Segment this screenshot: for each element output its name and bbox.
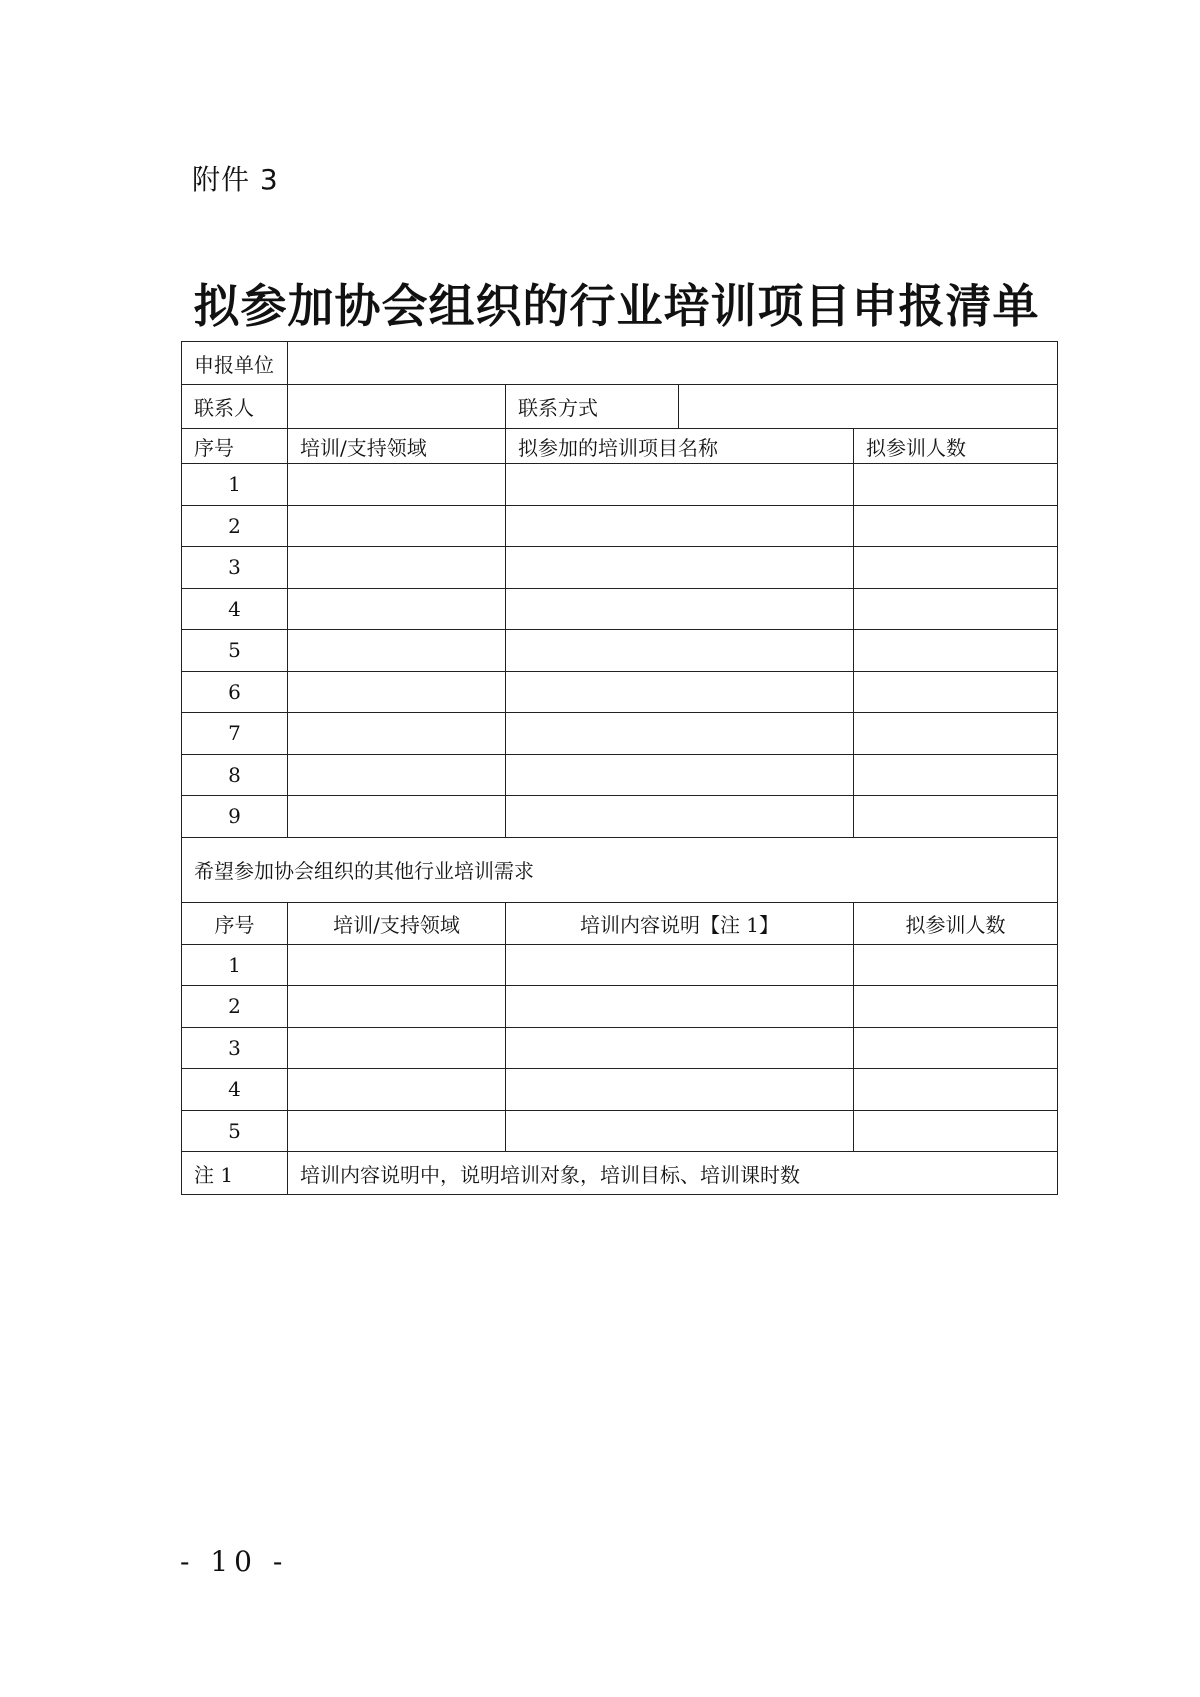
header-content-desc: 培训内容说明【注 1】: [506, 902, 854, 944]
table-row: [182, 796, 1058, 838]
content-desc-cell[interactable]: [506, 1027, 854, 1069]
row-number: 5: [182, 1110, 288, 1152]
application-form-table: [181, 341, 1058, 1195]
count-cell[interactable]: [854, 547, 1058, 589]
field-cell[interactable]: [288, 713, 506, 755]
field-cell[interactable]: [288, 1110, 506, 1152]
field-cell[interactable]: [288, 547, 506, 589]
count-cell[interactable]: [854, 1110, 1058, 1152]
count-cell[interactable]: [854, 986, 1058, 1028]
content-desc-cell[interactable]: [506, 986, 854, 1028]
field-cell[interactable]: [288, 630, 506, 672]
table-row: [182, 505, 1058, 547]
table-row: [182, 588, 1058, 630]
content-desc-cell[interactable]: [506, 1069, 854, 1111]
attachment-label: 附件 3: [192, 163, 279, 196]
field-cell[interactable]: [288, 986, 506, 1028]
unit-field[interactable]: [288, 342, 1058, 385]
note-label: 注 1: [182, 1152, 288, 1195]
header-seq: 序号: [182, 429, 288, 464]
row-number: 6: [182, 671, 288, 713]
table-row: [182, 986, 1058, 1028]
row-number: 2: [182, 986, 288, 1028]
row-number: 1: [182, 944, 288, 986]
field-cell[interactable]: [288, 464, 506, 506]
page-number: - 10 -: [180, 1545, 289, 1578]
field-cell[interactable]: [288, 796, 506, 838]
table-row: [182, 1110, 1058, 1152]
other-needs-label: 希望参加协会组织的其他行业培训需求: [182, 837, 1058, 902]
project-name-cell[interactable]: [506, 547, 854, 589]
header-count: 拟参训人数: [854, 902, 1058, 944]
table-row: [182, 671, 1058, 713]
contact-field[interactable]: [288, 385, 506, 429]
row-number: 4: [182, 1069, 288, 1111]
project-name-cell[interactable]: [506, 630, 854, 672]
contact-label: 联系人: [182, 385, 288, 429]
row-number: 1: [182, 464, 288, 506]
content-desc-cell[interactable]: [506, 1110, 854, 1152]
row-number: 5: [182, 630, 288, 672]
project-name-cell[interactable]: [506, 754, 854, 796]
field-cell[interactable]: [288, 1027, 506, 1069]
unit-label: 申报单位: [182, 342, 288, 385]
project-name-cell[interactable]: [506, 505, 854, 547]
field-cell[interactable]: [288, 754, 506, 796]
field-cell[interactable]: [288, 1069, 506, 1111]
field-cell[interactable]: [288, 671, 506, 713]
page-title: 拟参加协会组织的行业培训项目申报清单: [193, 279, 1040, 333]
row-number: 3: [182, 1027, 288, 1069]
count-cell[interactable]: [854, 754, 1058, 796]
project-name-cell[interactable]: [506, 671, 854, 713]
table-row: [182, 1069, 1058, 1111]
count-cell[interactable]: [854, 1069, 1058, 1111]
count-cell[interactable]: [854, 1027, 1058, 1069]
count-cell[interactable]: [854, 464, 1058, 506]
note-row: [182, 1152, 1058, 1195]
count-cell[interactable]: [854, 796, 1058, 838]
count-cell[interactable]: [854, 505, 1058, 547]
unit-row: [182, 342, 1058, 385]
section1-header-row: [182, 429, 1058, 464]
header-field: 培训/支持领域: [288, 429, 506, 464]
row-number: 7: [182, 713, 288, 755]
field-cell[interactable]: [288, 588, 506, 630]
table-row: [182, 1027, 1058, 1069]
field-cell[interactable]: [288, 505, 506, 547]
project-name-cell[interactable]: [506, 796, 854, 838]
contact-method-field[interactable]: [679, 385, 1058, 429]
count-cell[interactable]: [854, 671, 1058, 713]
table-row: [182, 754, 1058, 796]
row-number: 8: [182, 754, 288, 796]
field-cell[interactable]: [288, 944, 506, 986]
table-row: [182, 547, 1058, 589]
count-cell[interactable]: [854, 713, 1058, 755]
table-row: [182, 944, 1058, 986]
project-name-cell[interactable]: [506, 464, 854, 506]
header-project-name: 拟参加的培训项目名称: [506, 429, 854, 464]
table-row: [182, 713, 1058, 755]
project-name-cell[interactable]: [506, 713, 854, 755]
row-number: 9: [182, 796, 288, 838]
count-cell[interactable]: [854, 588, 1058, 630]
other-needs-row: [182, 837, 1058, 902]
count-cell[interactable]: [854, 630, 1058, 672]
row-number: 4: [182, 588, 288, 630]
note-text: 培训内容说明中，说明培训对象，培训目标、培训课时数: [288, 1152, 1058, 1195]
row-number: 3: [182, 547, 288, 589]
header-seq: 序号: [182, 902, 288, 944]
contact-method-label: 联系方式: [506, 385, 679, 429]
section2-header-row: [182, 902, 1058, 944]
content-desc-cell[interactable]: [506, 944, 854, 986]
table-row: [182, 630, 1058, 672]
table-row: [182, 464, 1058, 506]
header-field: 培训/支持领域: [288, 902, 506, 944]
contact-row: [182, 385, 1058, 429]
header-count: 拟参训人数: [854, 429, 1058, 464]
row-number: 2: [182, 505, 288, 547]
project-name-cell[interactable]: [506, 588, 854, 630]
count-cell[interactable]: [854, 944, 1058, 986]
